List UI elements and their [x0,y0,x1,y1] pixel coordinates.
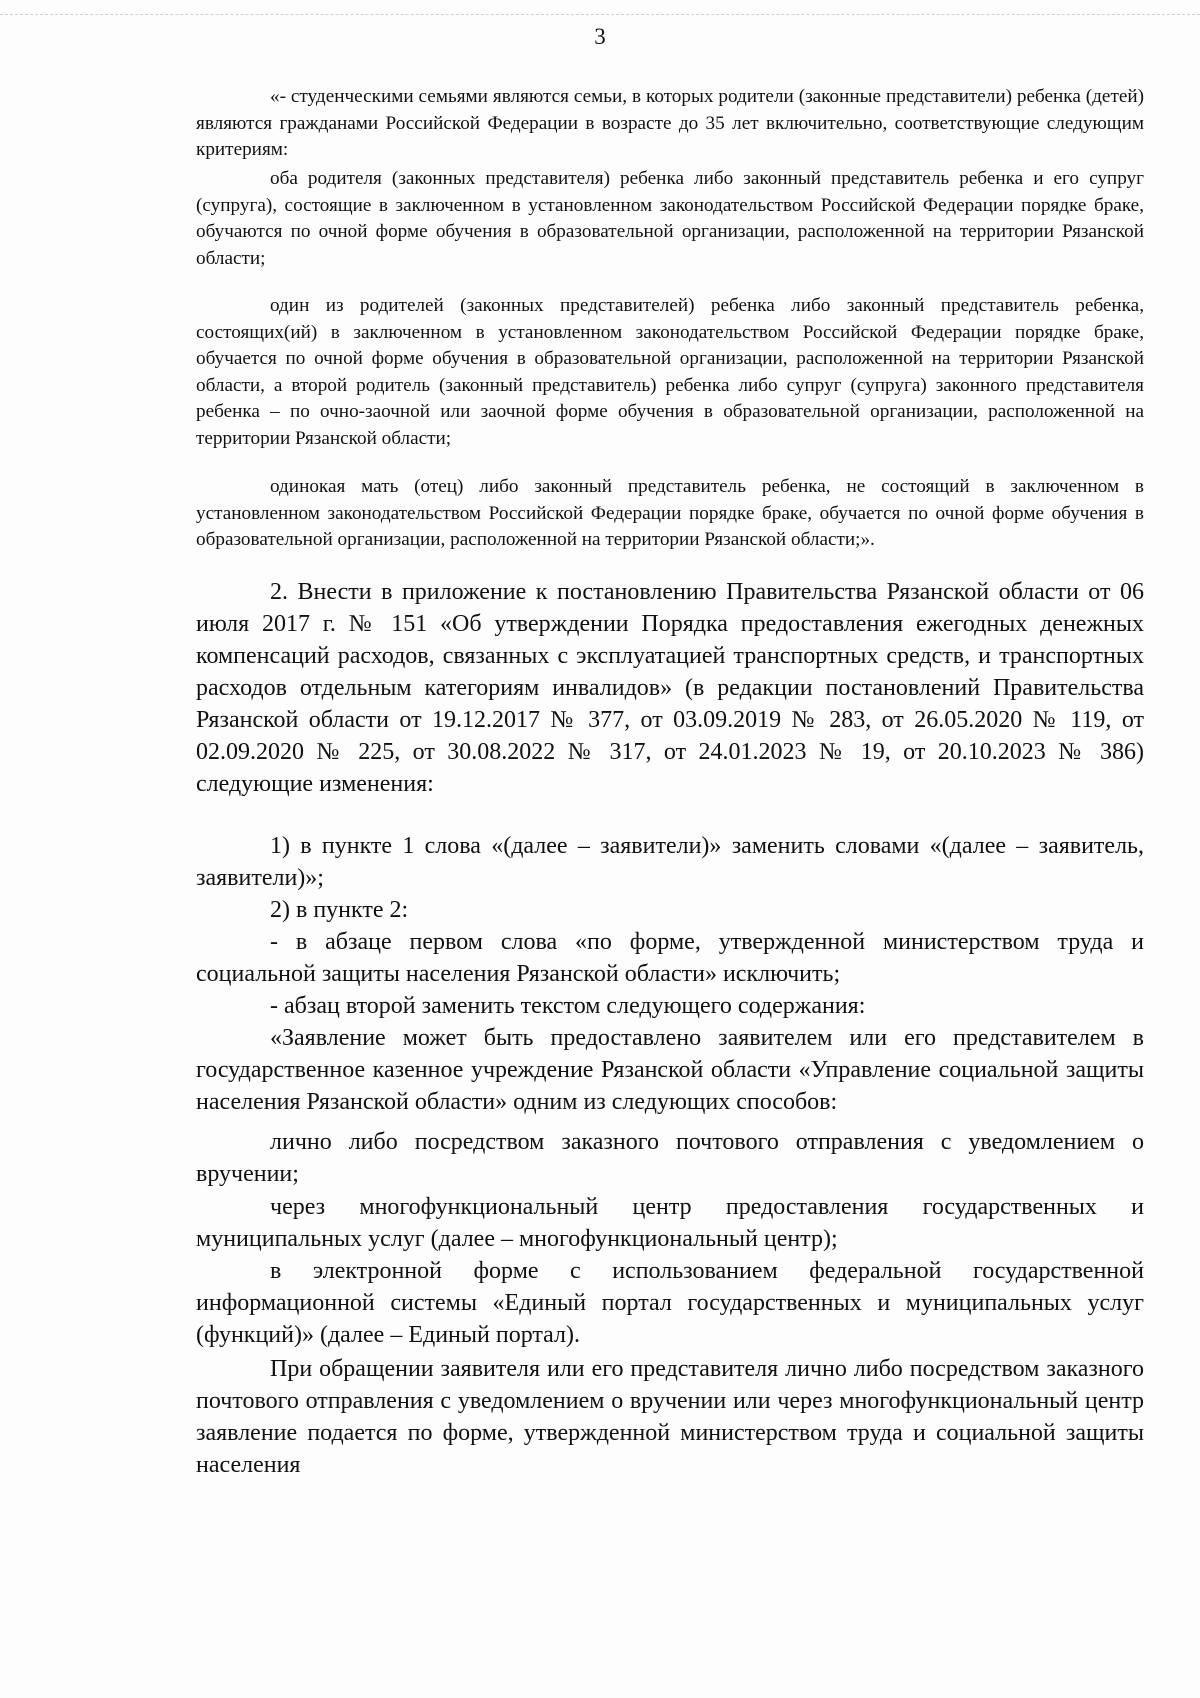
paragraph-subitem-1: 1) в пункте 1 слова «(далее – заявители)» заменить словами «(далее – заявитель, заявители)»; [196,833,1144,891]
paragraph-student-families-definition: «- студенческими семьями являются семьи, в которых родители (законные представители) ребенка (детей) являются гражданами Российской Федерации в возрасте до 35 лет включительно, соответствующие следующим критериям: [196,86,1144,161]
paragraph-criterion-one-parent: один из родителей (законных представителей) ребенка либо законный представитель ребенка, состоящих(ий) в заключенном в установленном законодательством Российской Федерации порядке браке, обучается по очной форме обучения в образовательной организации, расположенной на территории Рязанской области, а второй родитель (законный представитель) ребенка либо супруг (супруга) законного представителя ребенка – по очно-заочной или заочной форме обучения в образовательной организации, расположенной на территории Рязанской области; [196,295,1144,449]
page-number: 3 [594,24,606,49]
paragraph-application-ways: «Заявление может быть предоставлено заявителем или его представителем в государственное казенное учреждение Рязанской области «Управление социальной защиты населения Рязанской области» одним из следующих способов: [196,1025,1144,1115]
paragraph-criterion-single-parent: одинокая мать (отец) либо законный представитель ребенка, не состоящий в заключенном в установленном законодательством Российской Федерации порядке браке, обучается по очной форме обучения в образовательной организации, расположенной на территории Рязанской области;». [196,476,1144,551]
paragraph-subitem-2: 2) в пункте 2: [270,897,409,923]
paragraph-item-2: 2. Внести в приложение к постановлению Правительства Рязанской области от 06 июля 2017 г. № 151 «Об утверждении Порядка предоставления ежегодных денежных компенсаций расходов, связанных с эксплуатацией транспортных средств, и транспортных расходов отдельным категориям инвалидов» (в редакции постановлений Правительства Рязанской области от 19.12.2017 № 377, от 03.09.2019 № 283, от 26.05.2020 № 119, от 02.09.2020 № 225, от 30.08.2022 № 317, от 24.01.2023 № 19, от 20.10.2023 № 386) следующие изменения: [196,579,1144,797]
paragraph-criterion-both-parents: оба родителя (законных представителя) ребенка либо законный представитель ребенка и его супруг (супруга), состоящие в заключенном в установленном законодательством Российской Федерации порядке браке, обучаются по очной форме обучения в образовательной организации, расположенной на территории Рязанской области; [196,168,1144,269]
paragraph-abzac-first: - в абзаце первом слова «по форме, утвержденной министерством труда и социальной защиты населения Рязанской области» исключить; [196,929,1144,987]
paragraph-way-electronic: в электронной форме с использованием федеральной государственной информационной системы «Единый портал государственных и муниципальных услуг (функций)» (далее – Единый портал). [196,1258,1144,1348]
paragraph-abzac-second: - абзац второй заменить текстом следующего содержания: [270,993,866,1019]
scan-artifact-line [0,14,1200,23]
paragraph-way-in-person: лично либо посредством заказного почтового отправления с уведомлением о вручении; [196,1129,1144,1187]
paragraph-way-mfc: через многофункциональный центр предоставления государственных и муниципальных услуг (далее – многофункциональный центр); [196,1194,1144,1252]
paragraph-application-form: При обращении заявителя или его представителя лично либо посредством заказного почтового отправления с уведомлением о вручении или через многофункциональный центр заявление подается по форме, утвержденной министерством труда и социальной защиты населения [196,1356,1144,1478]
